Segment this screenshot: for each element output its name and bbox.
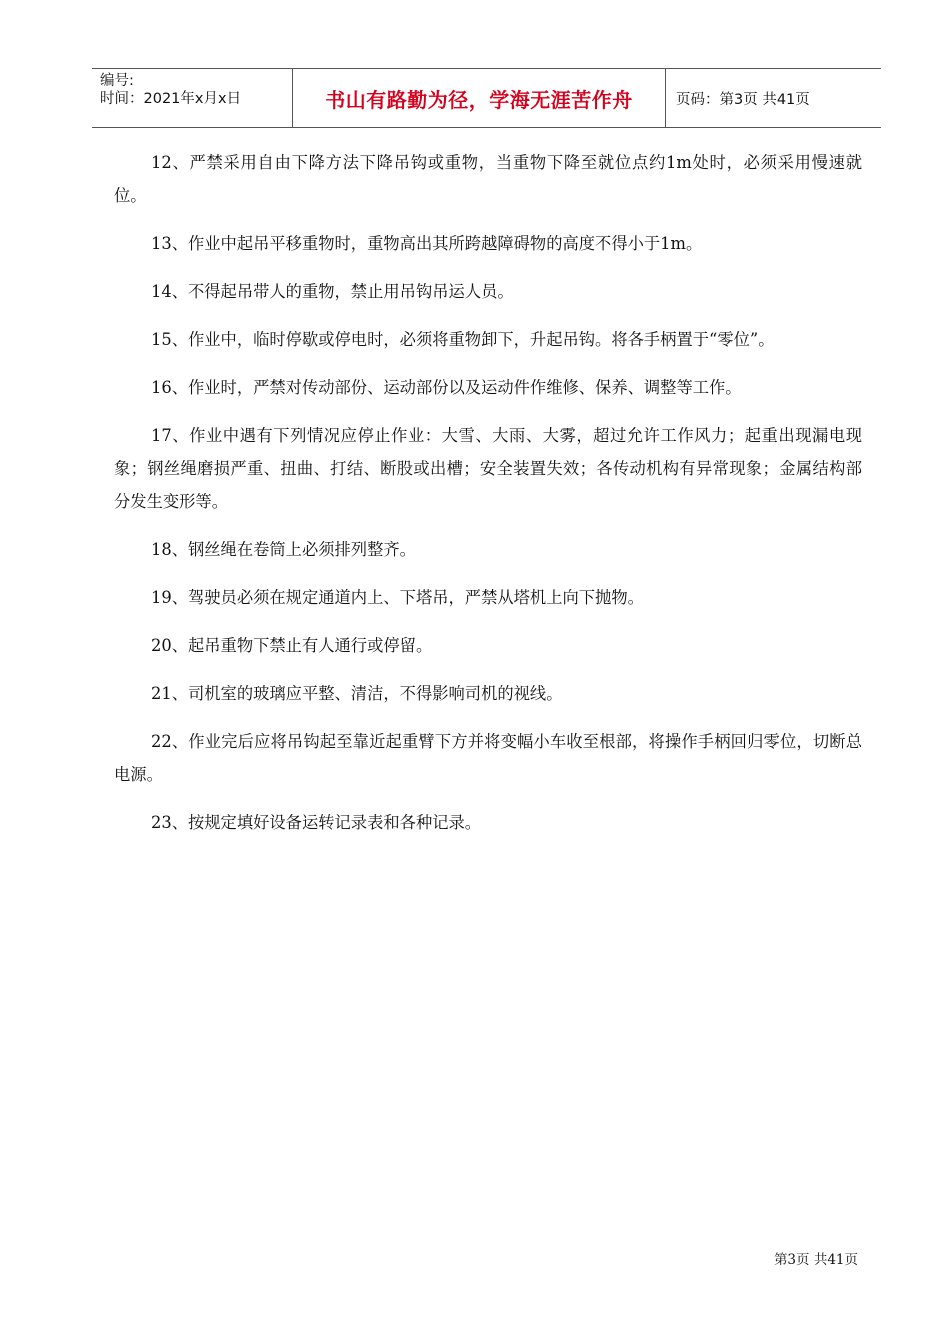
paragraph-23: 23、按规定填好设备运转记录表和各种记录。 — [151, 813, 482, 832]
paragraph-12: 12、严禁采用自由下降方法下降吊钩或重物，当重物下降至就位点约1m处时，必须采用慢速就位。 — [114, 153, 862, 205]
paragraph-17: 17、作业中遇有下列情况应停止作业：大雪、大雨、大雾，超过允许工作风力；起重出现漏电现象；钢丝绳磨损严重、扭曲、打结、断股或出槽；安全装置失效；各传动机构有异常现象；金属结构部分发生变形等。 — [114, 426, 862, 511]
paragraph-16: 16、作业时，严禁对传动部份、运动部份以及运动件作维修、保养、调整等工作。 — [151, 378, 742, 397]
paragraph-20: 20、起吊重物下禁止有人通行或停留。 — [151, 636, 433, 655]
page-footer: 第3页 共41页 — [773, 1252, 858, 1268]
paragraph-21: 21、司机室的玻璃应平整、清洁，不得影响司机的视线。 — [151, 684, 563, 703]
paragraph-22: 22、作业完后应将吊钩起至靠近起重臂下方并将变幅小车收至根部，将操作手柄回归零位，切断总电源。 — [114, 732, 862, 784]
document-body — [114, 146, 862, 854]
number-label: 编号: — [100, 73, 134, 89]
paragraph-19: 19、驾驶员必须在规定通道内上、下塔吊，严禁从塔机上向下抛物。 — [151, 588, 644, 607]
paragraph-15: 15、作业中，临时停歇或停电时，必须将重物卸下，升起吊钩。将各手柄置于“零位”。 — [151, 330, 775, 349]
paragraph-18: 18、钢丝绳在卷筒上必须排列整齐。 — [151, 540, 416, 559]
page-header — [92, 68, 881, 128]
paragraph-13: 13、作业中起吊平移重物时，重物高出其所跨越障碍物的高度不得小于1m。 — [151, 234, 703, 253]
paragraph-14: 14、不得起吊带人的重物，禁止用吊钩吊运人员。 — [151, 282, 514, 301]
time-label: 时间：2021年x月x日 — [100, 91, 242, 107]
header-meta — [92, 69, 293, 127]
header-motto: 书山有路勤为径，学海无涯苦作舟 — [293, 69, 666, 127]
header-page-label: 页码：第3页 共41页 — [676, 91, 810, 108]
